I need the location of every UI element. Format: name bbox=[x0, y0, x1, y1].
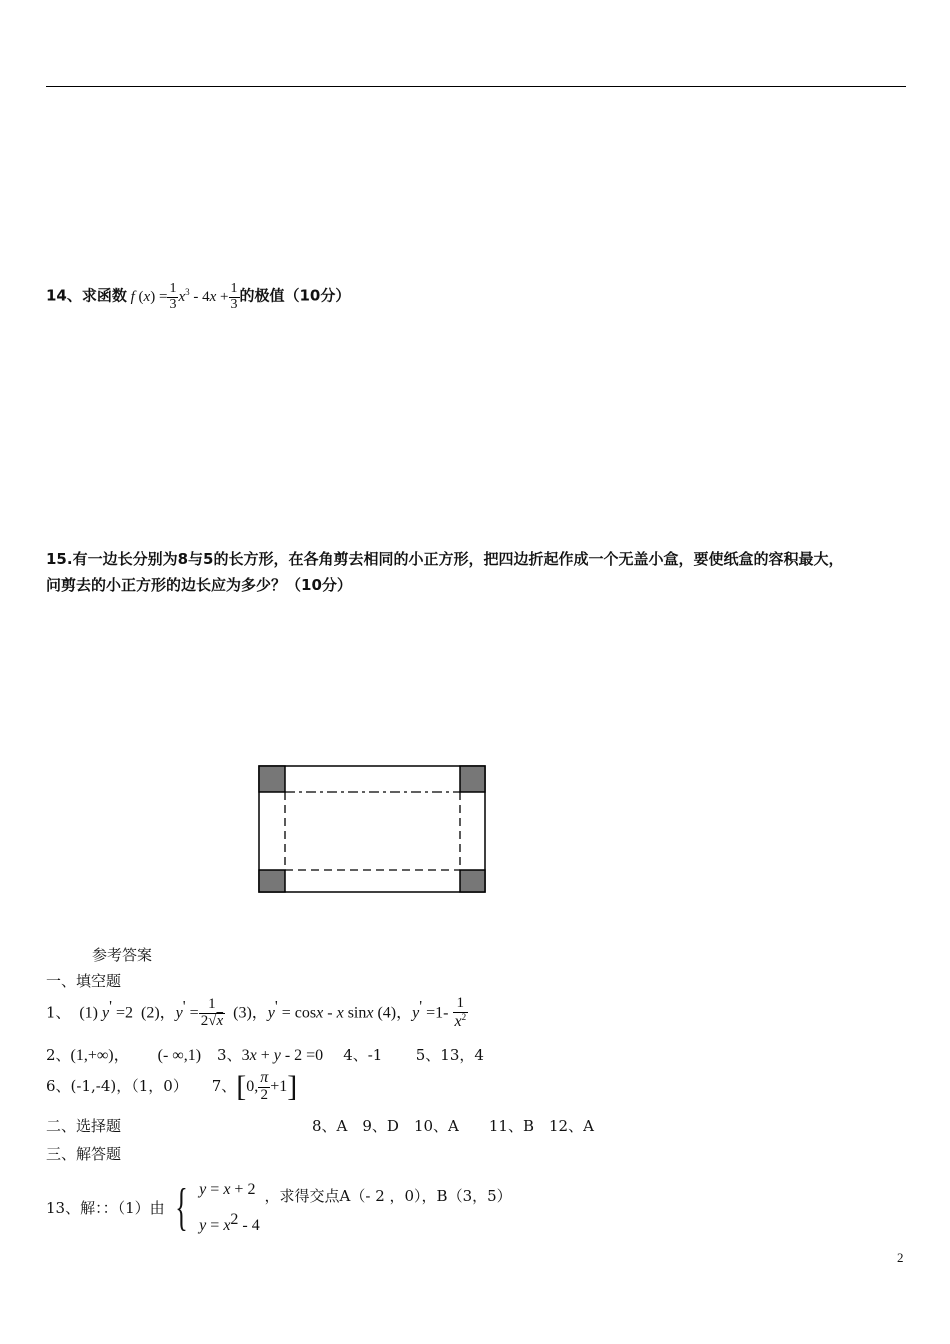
question-14 bbox=[46, 282, 350, 312]
section-fill-blank: 一、填空题 bbox=[46, 972, 122, 990]
brace: { bbox=[175, 1178, 189, 1236]
answer-3-label: 3、 bbox=[217, 1046, 242, 1064]
choice-answers: 8、A 9、D 10、A 11、B 12、A bbox=[312, 1117, 594, 1135]
answer-6-point: （1，0） bbox=[131, 1077, 188, 1095]
question-15-line2: 问剪去的小正方形的边长应为多少？（10分） bbox=[46, 576, 352, 594]
answer-13 bbox=[46, 1174, 512, 1241]
answer-13-suffix: ，求得交点A（- 2 ，0），B（3，5） bbox=[264, 1187, 512, 1205]
corner-square-bottom-left bbox=[259, 870, 285, 892]
answer-2-label: 2、 bbox=[46, 1046, 71, 1064]
question-15-line1: 15.有一边长分别为8与5的长方形，在各角剪去相同的小正方形，把四边折起作成一个无盖小盒，要使纸盒的容积最大， bbox=[46, 550, 844, 568]
answer-13-prefix: 13、解：：（1）由 bbox=[46, 1199, 165, 1217]
top-rule bbox=[46, 86, 906, 87]
equation-system: y = x + 2 $y = x^2 - 4$ bbox=[199, 1181, 260, 1234]
answer-4: 4、-1 bbox=[343, 1046, 383, 1064]
answer-line-2: 2、(1,+∞)， (- ∞,1) 3、3x + y - 2 =0 4、-1 5、13，4 bbox=[46, 1046, 484, 1064]
box-diagram bbox=[255, 762, 491, 896]
answer-5: 5、13，4 bbox=[415, 1046, 484, 1064]
answer-1-label: 1、 bbox=[46, 1003, 71, 1022]
question-14-suffix: 的极值（10分） bbox=[239, 286, 351, 305]
answer-7-label: 7、 bbox=[211, 1077, 237, 1095]
answer-line-6: 6、(-1,-4)，（1，0） 7、[0, $\frac{\pi}{2}$ +1] bbox=[46, 1069, 298, 1104]
corner-square-top-left bbox=[259, 766, 285, 792]
question-14-label: 14、求函数 bbox=[46, 286, 127, 305]
corner-square-top-right bbox=[460, 766, 485, 792]
corner-square-bottom-right bbox=[460, 870, 485, 892]
section-solve: 三、解答题 bbox=[46, 1145, 122, 1163]
rectangle-outline bbox=[259, 766, 485, 892]
function-formula: f (x) = $\frac{1}{3}$ $x^3 - 4x$ + $\frac{1}{3}$ bbox=[126, 281, 238, 312]
answer-line-1: 1、 (1) y' =2 (2)，y' = $\frac{1}{2√x}$ (3)，y' = cosx - x sinx (4)，y' =1- $\frac{1}{x^2}$ bbox=[46, 995, 467, 1030]
answer-6-label: 6、(-1,-4) bbox=[46, 1077, 117, 1095]
section-choice: 二、选择题 bbox=[46, 1117, 122, 1135]
answers-title: 参考答案 bbox=[92, 946, 153, 964]
page-number: 2 bbox=[897, 1250, 904, 1265]
